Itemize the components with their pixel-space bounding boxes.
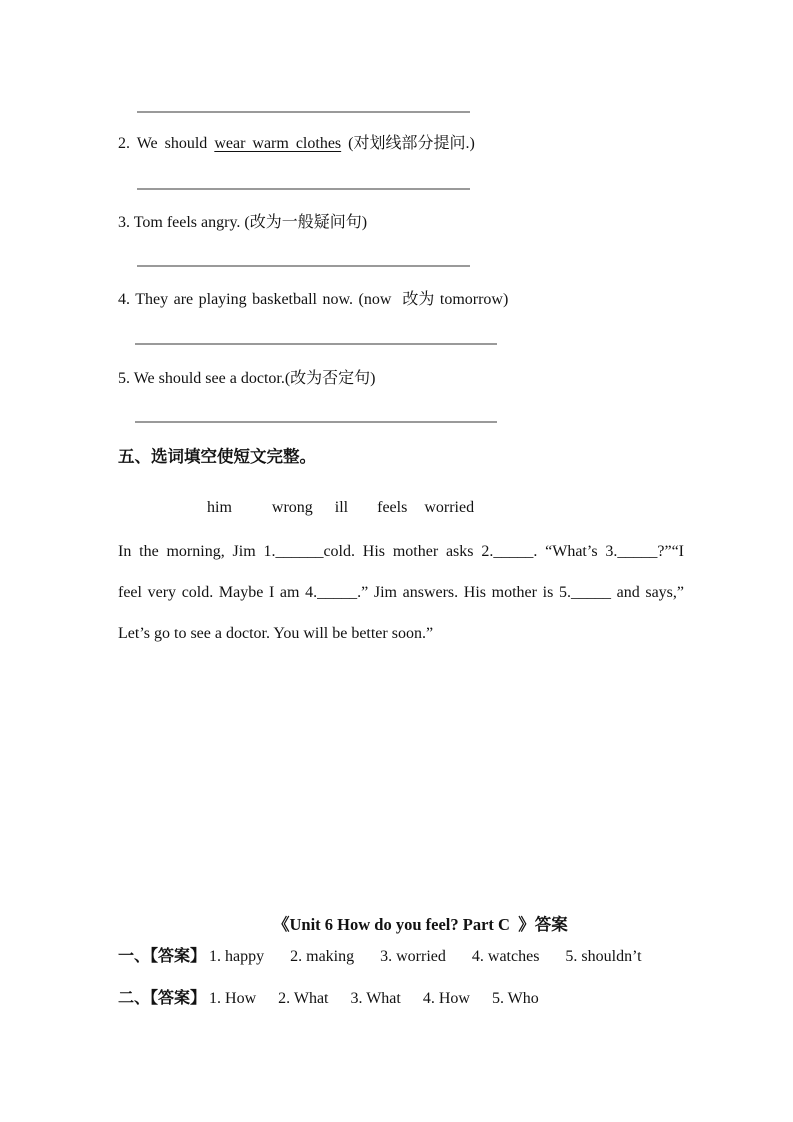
answer-item: 2. What: [278, 990, 329, 1007]
word-bank-word: feels: [377, 499, 408, 516]
answer-key-items: [209, 988, 539, 1009]
answer-key-row-2: [118, 988, 539, 1009]
word-bank-word: ill: [334, 499, 349, 516]
answer-item: 5. shouldn’t: [565, 948, 642, 965]
word-bank-word: worried: [424, 499, 475, 516]
answer-key-title: 《Unit 6 How do you feel? Part C 》答案: [273, 915, 568, 934]
answer-item: 4. How: [422, 990, 470, 1007]
word-bank: [207, 499, 474, 517]
answer-blank-line: [137, 265, 470, 267]
exercise-item-2: [118, 133, 475, 154]
answer-key-items: [209, 946, 642, 967]
answer-key-row-1: [118, 946, 642, 967]
passage-line-3: Let’s go to see a doctor. You will be better soon.”: [118, 625, 434, 642]
answer-blank-line: [137, 188, 470, 190]
item-2-underlined-phrase: wear warm clothes: [214, 135, 342, 152]
answer-blank-line: [135, 421, 497, 423]
item-2-text: 2. We should: [118, 135, 215, 152]
section-five-heading: 五、选词填空使短文完整。: [118, 447, 316, 466]
word-bank-word: wrong: [271, 499, 313, 516]
answer-key-label: 一、【答案】: [118, 948, 207, 965]
item-2-instruction: (对划线部分提问.): [341, 135, 475, 152]
answer-item: 1. happy: [209, 948, 265, 965]
answer-item: 4. watches: [471, 948, 540, 965]
answer-item: 2. making: [290, 948, 355, 965]
exercise-item-4: 4. They are playing basketball now. (now 改为 tomorrow): [118, 291, 509, 308]
answer-item: 1. How: [209, 990, 257, 1007]
answer-key-label: 二、【答案】: [118, 990, 207, 1007]
answer-item: 3. worried: [380, 948, 446, 965]
passage-line-1: In the morning, Jim 1.______cold. His mother asks 2._____. “What’s 3._____?”“I: [118, 543, 684, 560]
answer-item: 5. Who: [491, 990, 539, 1007]
word-bank-word: him: [207, 499, 232, 516]
exercise-item-3: 3. Tom feels angry. (改为一般疑问句): [118, 214, 368, 231]
passage-line-2: feel very cold. Maybe I am 4._____.” Jim answers. His mother is 5._____ and says,”: [118, 584, 684, 601]
exercise-item-5: 5. We should see a doctor.(改为否定句): [118, 370, 376, 387]
answer-blank-line: [137, 111, 470, 113]
answer-item: 3. What: [350, 990, 401, 1007]
answer-blank-line: [135, 343, 497, 345]
